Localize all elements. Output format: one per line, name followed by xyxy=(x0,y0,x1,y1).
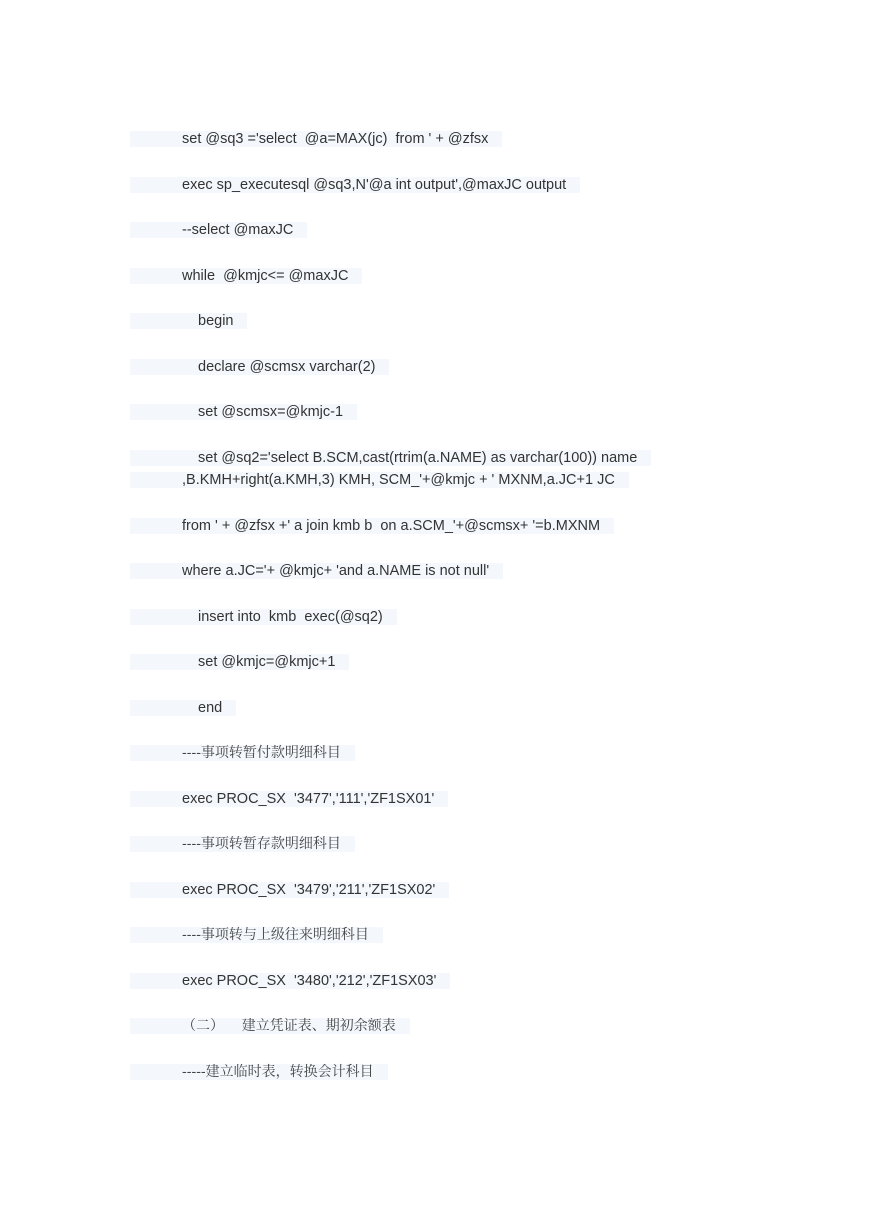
code-text: ,B.KMH+right(a.KMH,3) KMH, SCM_'+@kmjc + ' MXNM,a.JC+1 JC xyxy=(182,472,615,488)
comment-line-deposit xyxy=(182,835,355,853)
code-text: from ' + @zfsx +' a join kmb b on a.SCM_'+@scmsx+ '=b.MXNM xyxy=(182,518,601,534)
code-line-set-kmjc xyxy=(198,653,349,671)
section-heading-voucher-table xyxy=(182,1017,410,1035)
code-text: declare @scmsx varchar(2) xyxy=(198,359,376,375)
code-text: exec PROC_SX '3477','111','ZF1SX01' xyxy=(182,791,435,807)
code-line-exec-proc-sx-3479 xyxy=(182,881,449,899)
comment-line-superior-account xyxy=(182,926,383,944)
code-text: end xyxy=(198,700,223,716)
code-text: exec PROC_SX '3480','212','ZF1SX03' xyxy=(182,973,437,989)
code-line-set-sq3 xyxy=(182,130,502,148)
code-text: begin xyxy=(198,313,234,329)
code-text: set @kmjc=@kmjc+1 xyxy=(198,654,336,670)
comment-text: ----事项转暂存款明细科目 xyxy=(182,836,341,852)
code-line-comment-select xyxy=(182,221,307,239)
code-text: while @kmjc<= @maxJC xyxy=(182,268,349,284)
code-text: where a.JC='+ @kmjc+ 'and a.NAME is not null' xyxy=(182,563,490,579)
code-line-set-sq2-continued xyxy=(182,471,629,489)
heading-text: （二） 建立凭证表、期初余额表 xyxy=(182,1018,396,1034)
comment-line-temp-table xyxy=(182,1063,388,1081)
code-line-set-scmsx xyxy=(198,403,357,421)
code-line-exec-proc-sx-3480 xyxy=(182,972,450,990)
code-line-declare xyxy=(198,358,389,376)
code-line-set-sq2 xyxy=(198,449,651,467)
code-text: insert into kmb exec(@sq2) xyxy=(198,609,383,625)
code-text: set @sq2='select B.SCM,cast(rtrim(a.NAME) as varchar(100)) name xyxy=(198,450,638,466)
comment-text: ----事项转与上级往来明细科目 xyxy=(182,927,369,943)
code-text: set @scmsx=@kmjc-1 xyxy=(198,404,344,420)
code-text: exec PROC_SX '3479','211','ZF1SX02' xyxy=(182,882,436,898)
code-line-exec-sp-executesql xyxy=(182,176,580,194)
code-text: exec sp_executesql @sq3,N'@a int output',@maxJC output xyxy=(182,177,567,193)
code-line-end xyxy=(198,699,236,717)
code-line-from-join xyxy=(182,517,614,535)
code-line-insert-into xyxy=(198,608,397,626)
code-text: --select @maxJC xyxy=(182,222,294,238)
code-text: set @sq3 ='select @a=MAX(jc) from ' + @zfsx xyxy=(182,131,489,147)
comment-text: -----建立临时表，转换会计科目 xyxy=(182,1064,374,1080)
code-line-begin xyxy=(198,312,247,330)
code-line-while xyxy=(182,267,362,285)
code-line-exec-proc-sx-3477 xyxy=(182,790,448,808)
comment-line-advance-payment xyxy=(182,744,355,762)
comment-text: ----事项转暂付款明细科目 xyxy=(182,745,341,761)
code-line-where xyxy=(182,562,503,580)
